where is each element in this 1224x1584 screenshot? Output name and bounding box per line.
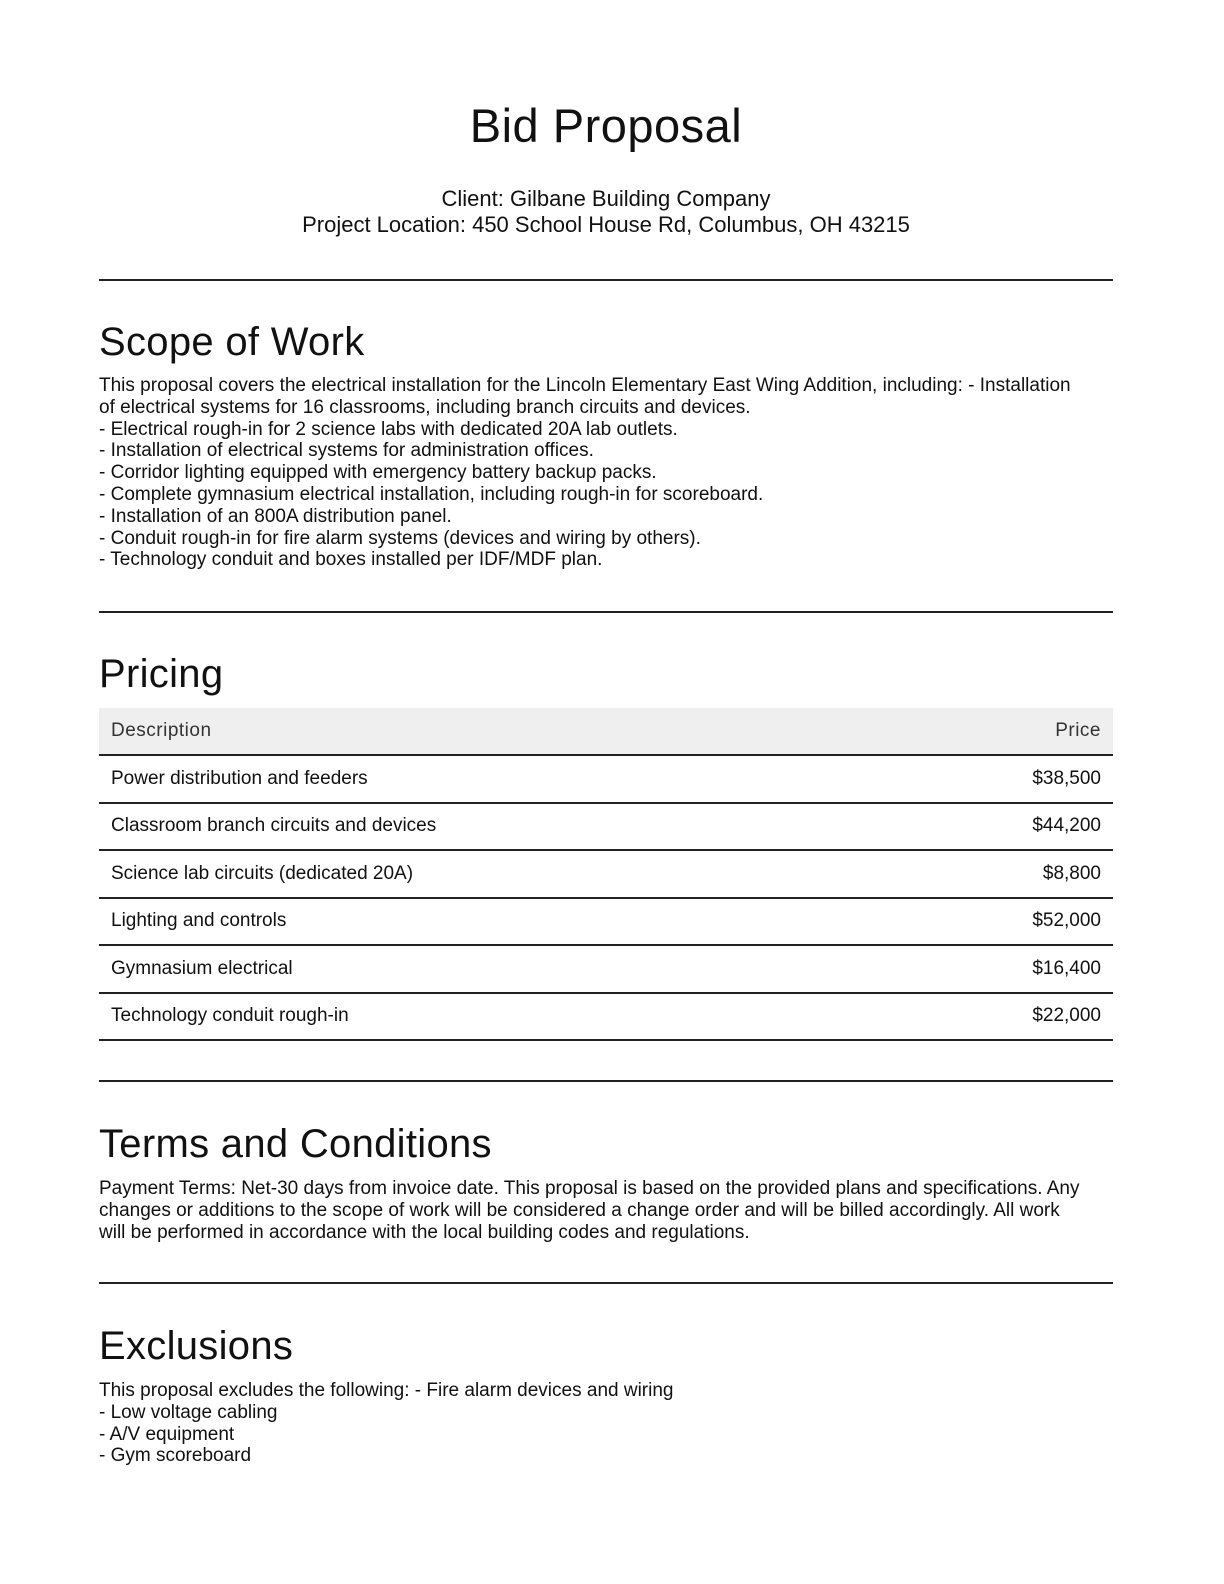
terms-line: changes or additions to the scope of work will be considered a change order and will be billed accordingly. All work: [99, 1199, 1060, 1221]
exclusions-heading: Exclusions: [99, 1324, 294, 1368]
row-description: Power distribution and feeders: [99, 755, 900, 803]
row-price: $22,000: [900, 993, 1113, 1041]
terms-line: Payment Terms: Net-30 days from invoice date. This proposal is based on the provided plans and specifications. Any: [99, 1178, 1080, 1199]
scope-line: - Technology conduit and boxes installed per IDF/MDF plan.: [99, 549, 603, 571]
row-price: $16,400: [900, 945, 1113, 993]
scope-line: - Corridor lighting equipped with emergency battery backup packs.: [99, 462, 657, 484]
exclusion-line: This proposal excludes the following: - Fire alarm devices and wiring: [99, 1380, 674, 1401]
table-row: [99, 993, 1113, 1041]
divider: [99, 279, 1113, 281]
row-price: $52,000: [900, 898, 1113, 946]
scope-of-work-heading: Scope of Work: [99, 320, 365, 364]
row-price: $44,200: [900, 803, 1113, 851]
scope-line: - Complete gymnasium electrical installation, including rough-in for scoreboard.: [99, 483, 764, 505]
scope-of-work-text: [99, 375, 1113, 571]
table-row: [99, 898, 1113, 946]
scope-line: - Electrical rough-in for 2 science labs with dedicated 20A lab outlets.: [99, 418, 678, 440]
pricing-table: [99, 708, 1113, 1041]
row-description: Science lab circuits (dedicated 20A): [99, 850, 900, 898]
scope-line: This proposal covers the electrical installation for the Lincoln Elementary East Wing Addition, including: - Installation: [99, 375, 1071, 396]
project-location: Project Location: 450 School House Rd, Columbus, OH 43215: [302, 212, 910, 237]
pricing-heading: Pricing: [99, 652, 224, 696]
terms-heading: Terms and Conditions: [99, 1122, 492, 1166]
exclusion-line: - Gym scoreboard: [99, 1445, 252, 1467]
row-description: Gymnasium electrical: [99, 945, 900, 993]
table-row: [99, 755, 1113, 803]
client-name: Client: Gilbane Building Company: [441, 186, 771, 211]
row-description: Technology conduit rough-in: [99, 993, 900, 1041]
column-header-price: Price: [900, 708, 1113, 755]
table-row: [99, 945, 1113, 993]
table-row: [99, 803, 1113, 851]
row-description: Classroom branch circuits and devices: [99, 803, 900, 851]
divider: [99, 1282, 1113, 1284]
row-price: $38,500: [900, 755, 1113, 803]
scope-line: - Conduit rough-in for fire alarm systems (devices and wiring by others).: [99, 527, 701, 549]
project-info: [99, 186, 1113, 238]
scope-line: of electrical systems for 16 classrooms, including branch circuits and devices.: [99, 396, 751, 418]
divider: [99, 611, 1113, 613]
exclusion-line: - A/V equipment: [99, 1423, 235, 1445]
divider: [99, 1080, 1113, 1082]
document-title: Bid Proposal: [469, 99, 743, 152]
column-header-description: Description: [99, 708, 900, 755]
row-description: Lighting and controls: [99, 898, 900, 946]
scope-line: - Installation of an 800A distribution panel.: [99, 505, 452, 527]
terms-text: [99, 1178, 1113, 1243]
scope-line: - Installation of electrical systems for administration offices.: [99, 440, 594, 462]
exclusion-line: - Low voltage cabling: [99, 1401, 278, 1423]
table-header-row: [99, 708, 1113, 755]
terms-line: will be performed in accordance with the local building codes and regulations.: [99, 1221, 750, 1243]
exclusions-text: [99, 1380, 1113, 1467]
table-row: [99, 850, 1113, 898]
row-price: $8,800: [900, 850, 1113, 898]
